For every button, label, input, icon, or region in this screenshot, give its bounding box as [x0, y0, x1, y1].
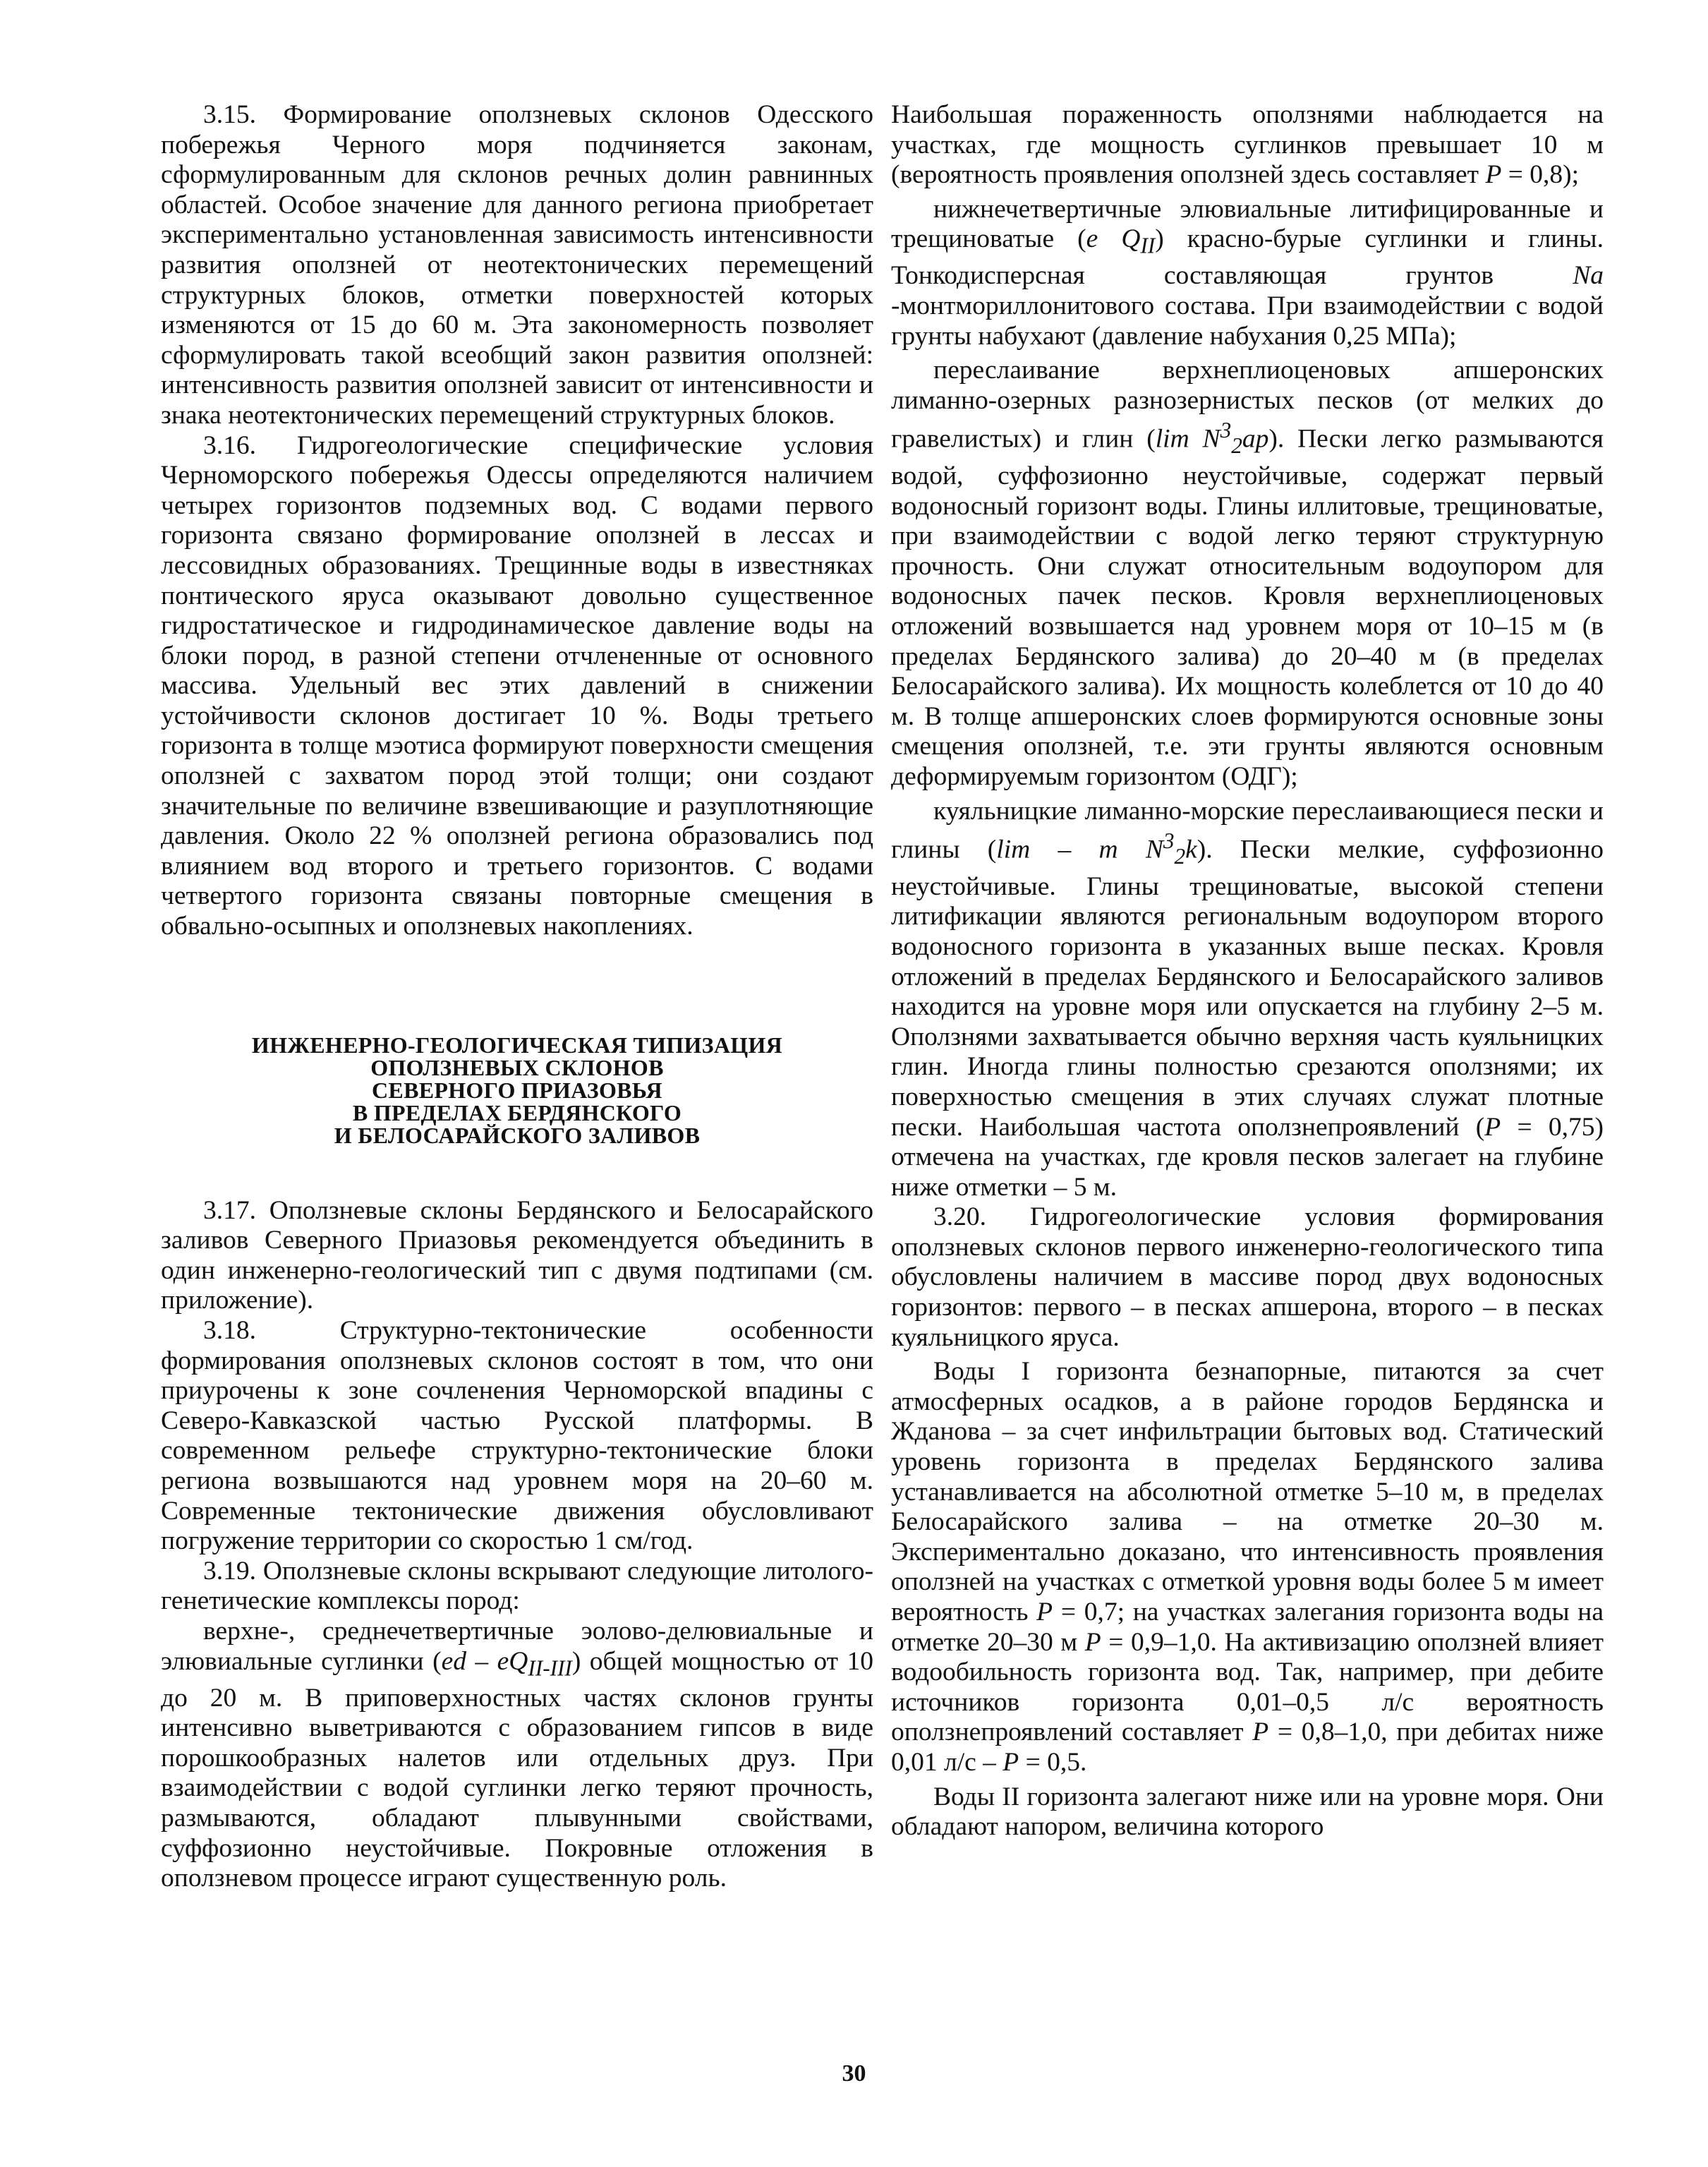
paragraph-apsheron: переслаивание верхнеплиоценовых апшеронских лиманно-озерных разнозернистых песков (от мелких до гравелистых) и глин (lim $N^3_2ap$). Пески легко размываются водой, суффозионно неустойчивые, содержат первый водоносный горизонт воды. Глины иллитовые, трещиноватые, при взаимодействии с водой легко теряют структурную прочность. Они служат относительным водоупором для водоносных пачек песков. Кровля верхнеплиоценовых отложений возвышается над уровнем моря от 10–15 м (в пределах Бердянского залива) до 20–40 м (в пределах Белосарайского залива). Их мощность колеблется от 10 до 40 м. В толще апшеронских слоев формируются основные зоны смещения оползней, т.е. эти грунты являются основным деформируемым горизонтом (ОДГ);: [891, 356, 1604, 791]
heading-line-5: И БЕЛОСАРАЙСКОГО ЗАЛИВОВ: [334, 1122, 701, 1148]
paragraph-3-15: 3.15. Формирование оползневых склонов Одесского побережья Черного моря подчиняется законам, сформулированным для склонов речных долин равнинных областей. Особое значение для данного региона приобретает экспериментально установленная зависимость интенсивности развития оползней от неотектонических перемещений структурных блоков, отметки поверхностей которых изменяются от 15 до 60 м. Эта закономерность позволяет сформулировать такой всеобщий закон развития оползней: интенсивность развития оползней зависит от интенсивности и знака неотектонических перемещений структурных блоков.: [161, 100, 873, 430]
heading-line-4: В ПРЕДЕЛАХ БЕРДЯНСКОГО: [352, 1099, 682, 1125]
paragraph-3-20: 3.20. Гидрогеологические условия формирования оползневых склонов первого инженерно-геологического типа обусловлены наличием в массиве пород двух водоносных горизонтов: первого – в песках апшерона, второго – в песках куяльницкого яруса.: [891, 1202, 1604, 1352]
right-column: [891, 100, 1604, 1842]
paragraph-kuyalnik: куяльницкие лиманно-морские переслаивающиеся пески и глины (lim – m $N^3_2k$). Пески мелкие, суффозионно неустойчивые. Глины трещиноватые, высокой степени литификации являются региональным водоупором второго водоносного горизонта в указанных выше песках. Кровля отложений в пределах Бердянского и Белосарайского заливов находится на уровне моря или опускается на глубину 2–5 м. Оползнями захватывается обычно верхняя часть куяльницких глин. Иногда глины полностью срезаются оползнями; их поверхностью смещения в этих случаях служат плотные пески. Наибольшая частота оползнепроявлений (P = 0,75) отмечена на участках, где кровля песков залегает на глубине ниже отметки – 5 м.: [891, 796, 1604, 1202]
paragraph-loams: верхне-, среднечетвертичные эолово-делювиальные и элювиальные суглинки $(ed - eQ_{II-III})$ общей мощностью от 10 до 20 м. В приповерхностных частях склонов грунты интенсивно выветриваются с образованием гипсов в виде порошкообразных налетов или отдельных друз. При взаимодействии с водой суглинки легко теряют прочность, размываются, обладают плывунными свойствами, суффозионно неустойчивые. Покровные отложения в оползневом процессе играют существенную роль.: [161, 1616, 874, 1893]
paragraph-landslide-frequency: Наибольшая пораженность оползнями наблюдается на участках, где мощность суглинков превышает 10 м (вероятность проявления оползней здесь составляет P = 0,8);: [891, 100, 1604, 190]
paragraph-3-18: 3.18. Структурно-тектонические особенности формирования оползневых склонов состоят в том, что они приурочены к зоне сочленения Черноморской впадины с Северо-Кавказской частью Русской платформы. В современном рельефе структурно-тектонические блоки региона возвышаются над уровнем моря на 20–60 м. Современные тектонические движения обусловливают погружение территории со скоростью 1 см/год.: [161, 1316, 873, 1556]
paragraph-3-19: 3.19. Оползневые склоны вскрывают следующие литолого-генетические комплексы пород:: [161, 1556, 873, 1616]
heading-line-3: СЕВЕРНОГО ПРИАЗОВЬЯ: [372, 1077, 662, 1103]
left-column: [161, 100, 873, 1894]
paragraph-3-17: 3.17. Оползневые склоны Бердянского и Белосарайского заливов Северного Приазовья рекомендуется объединить в один инженерно-геологический тип с двумя подтипами (см. приложение).: [161, 1195, 873, 1315]
heading-line-1: ИНЖЕНЕРНО-ГЕОЛОГИЧЕСКАЯ ТИПИЗАЦИЯ: [251, 1032, 783, 1058]
page-number: 30: [842, 2060, 866, 2087]
section-heading: [161, 1034, 873, 1147]
paragraph-3-16: 3.16. Гидрогеологические специфические условия Черноморского побережья Одессы определяются наличием четырех горизонтов подземных вод. С водами первого горизонта связано формирование оползней в лессах и лессовидных образованиях. Трещинные воды в известняках понтического яруса оказывают довольно существенное гидростатическое и гидродинамическое давление воды на блоки пород, в разной степени отчлененные от основного массива. Удельный вес этих давлений в снижении устойчивости склонов достигает 10 %. Воды третьего горизонта в толще мэотиса формируют поверхности смещения оползней с захватом пород этой толщи; они создают значительные по величине взвешивающие и разуплотняющие давления. Около 22 % оползней региона образовались под влиянием вод второго и третьего горизонтов. С водами четвертого горизонта связаны повторные смещения в обвально-осыпных и оползневых накоплениях.: [161, 430, 873, 941]
paragraph-lower-quaternary: нижнечетвертичные элювиальные литифицированные и трещиноватые (e $Q_{II}$) красно-бурые суглинки и глины. Тонкодисперсная составляющая грунтов Na -монтмориллонитового состава. При взаимодействии с водой грунты набухают (давление набухания 0,25 МПа);: [891, 194, 1604, 351]
paragraph-waters-2: Воды II горизонта залегают ниже или на уровне моря. Они обладают напором, величина которого: [891, 1782, 1604, 1842]
paragraph-waters-1: Воды I горизонта безнапорные, питаются за счет атмосферных осадков, а в районе городов Бердянска и Жданова – за счет инфильтрации бытовых вод. Статический уровень горизонта в пределах Бердянского залива устанавливается на абсолютной отметке 5–10 м, в пределах Белосарайского залива – на отметке 20–30 м. Экспериментально доказано, что интенсивность проявления оползней на участках с отметкой уровня воды более 5 м имеет вероятность P = 0,7; на участках залегания горизонта воды на отметке 20–30 м P = 0,9–1,0. На активизацию оползней влияет водообильность горизонта вод. Так, например, при дебите источников горизонта 0,01–0,5 л/с вероятность оползнепроявлений составляет P = 0,8–1,0, при дебитах ниже 0,01 л/с – P = 0,5.: [891, 1357, 1604, 1777]
heading-line-2: ОПОЛЗНЕВЫХ СКЛОНОВ: [370, 1054, 664, 1080]
